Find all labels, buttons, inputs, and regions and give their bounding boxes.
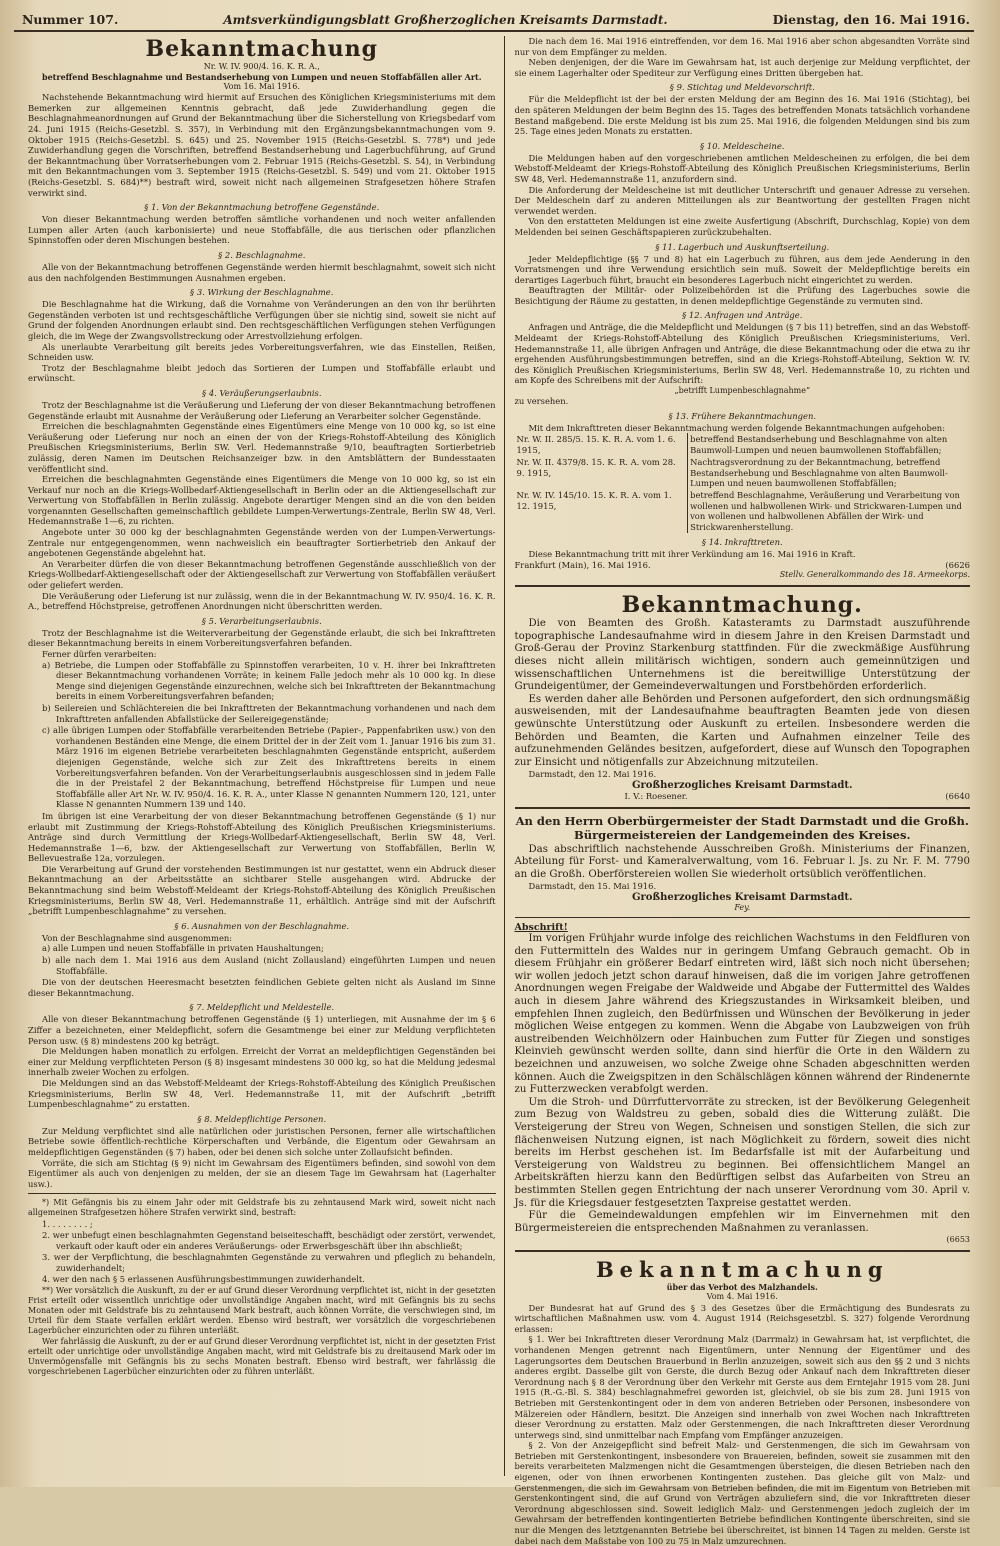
notice-paragraph: Es werden daher alle Behörden und Personen aufgefordert, den sich ordnungsmäßig ausweisenden, mit der Landesaufnahme beauftragten Beamten jede von diesen gewünschte Unterstützung oder Auskunft zu erteilen. Insbesondere werden die Behörden und Beamten, die Karten und Aufnahmen einzelner Teile des aufzunehmenden Geländes besitzen, aufgefordert, diese auf Wunsch den Topographen zur Einsicht und nötigenfalls zur Abzeichnung mitzuteilen.: [514, 693, 970, 768]
table-cell-ref: Nr. W. II. 4379/8. 15. K. R. A. vom 28. 9. 1915,: [515, 456, 688, 489]
section-paragraph: Anfragen und Anträge, die die Meldepflicht und Meldungen (§ 7 bis 11) betreffen, sind an das Webstoff-Meldeamt der Kriegs-Rohstoff-Abteilung des Königlich Preußischen Kriegsministeriums, Verl. Hedemannstraße 11, alle übrigen Anfragen und Anträge, die diese Bekanntmachung oder die etwa zu ihr ergehenden Ausführungsbestimmungen betreffen, sind an die Kriegs-Rohstoff-Abteilung, Sektion W. IV. des Königlich Preußischen Kriegsministeriums, Berlin SW 48, Verl. Hedemannstraße 10, zu richten und am Kopfe des Schreibens mit der Aufschrift:: [514, 322, 970, 386]
list-item: c) alle übrigen Lumpen oder Stoffabfälle verarbeitenden Betriebe (Papier-, Pappenfabriken usw.) von den vorhandenen Beständen eine Menge, die einem Drittel der in der Zeit vom 1. Januar 1916 bis zum 31. März 1916 im eigenen Betriebe verarbeiteten beschlagnahmten Gegenstände entspricht, außerdem diejenigen Gegenstände, welche sich zur Zeit des Inkrafttretens bereits in einem Vorbereitungsverfahren befanden. Von der Verarbeitungserlaubnis ausgeschlossen sind in jedem Falle die in der Preistafel 2 der Bekanntmachung, betreffend Höchstpreise für Lumpen und neue Stoffabfälle aller Art Nr. W. IV. 950/4. 16. K. R. A., unter Klasse N genannten Nummern 120, 121, unter Klasse N genannten Nummern 139 und 140.: [42, 725, 496, 810]
list-s6: [28, 943, 496, 976]
list-item: 4. wer den nach § 5 erlassenen Ausführungsbestimmungen zuwiderhandelt.: [42, 1274, 365, 1285]
section-heading: § 11. Lagerbuch und Auskunftserteilung.: [655, 241, 830, 252]
list-item: a) alle Lumpen und neuen Stoffabfälle in privaten Haushaltungen;: [42, 943, 324, 954]
section-paragraph: zu versehen.: [514, 396, 569, 407]
masthead: [14, 10, 974, 32]
section-paragraph: Von der Beschlagnahme sind ausgenommen:: [42, 932, 233, 943]
table-row: [515, 433, 971, 456]
footnote: Wer fahrlässig die Auskunft, zu der er auf Grund dieser Verordnung verpflichtet ist, nicht in der gesetzten Frist erteilt oder unrichtige oder unvollständige Angaben macht, wird mit Geldstrafe bis zu dreitausend Mark oder im Unvermögensfalle mit Gefängnis bis zu sechs Monaten bestraft. Ebenso wird bestraft, wer fahrlässig die vorgeschriebenen Lagerbücher einzurichten oder zu führen unterläßt.: [28, 1336, 496, 1376]
divider: [515, 1250, 971, 1252]
section-paragraph: Die von der deutschen Heeresmacht besetzten feindlichen Gebiete gelten nicht als Ausland im Sinne dieser Bekanntmachung.: [28, 977, 496, 998]
quote-line: „betrifft Lumpenbeschlagnahme“: [674, 386, 811, 396]
notice-subject: betreffend Beschlagnahme und Bestandserhebung von Lumpen und neuen Stoffabfällen aller Art.: [41, 72, 482, 83]
section-paragraph: Alle von der Bekanntmachung betroffenen Gegenstände werden hiermit beschlagnahmt, soweit sich nicht aus den nachfolgenden Bestimmungen Ausnahmen ergeben.: [28, 262, 496, 283]
footnote: *) Mit Gefängnis bis zu einem Jahr oder mit Geldstrafe bis zu zehntausend Mark wird, soweit nicht nach allgemeinen Strafgesetzen höhere Strafen verwirkt sind, bestraft:: [28, 1198, 496, 1218]
section-paragraph: Die Meldungen sind an das Webstoff-Meldeamt der Kriegs-Rohstoff-Abteilung des Königlich Preußischen Kriegsministeriums, Berlin SW 48, Verl. Hedemannstraße 11, mit der Aufschrift „betrifft Lumpenbeschlagnahme“ zu erstatten.: [28, 1077, 496, 1110]
signature: Stellv. Generalkommando des 18. Armeekorps.: [779, 570, 970, 580]
section-paragraph: Jeder Meldepflichtige (§§ 7 und 8) hat ein Lagerbuch zu führen, aus dem jede Aenderung in den Vorratsmengen und ihre Verwendung ersichtlich sein muß. Soweit der Meldepflichtige bereits ein derartiges Lagerbuch führt, braucht ein besonderes Lagerbuch nicht eingerichtet zu werden.: [514, 253, 970, 285]
section-paragraph: Neben denjenigen, der die Ware im Gewahrsam hat, ist auch derjenige zur Meldung verpflichtet, der sie einem Lagerhalter oder Spediteur zur Verfügung eines Dritten übergeben hat.: [514, 57, 970, 78]
section-heading: § 7. Meldepflicht und Meldestelle.: [189, 1002, 335, 1013]
notice-title-lumpen: Bekanntmachung: [145, 36, 379, 62]
notice-paragraph: Um die Stroh- und Dürrfuttervorräte zu strecken, ist der Bevölkerung Gelegenheit zum Bezug von Waldstreu zu geben, sobald dies die Witterung zuläßt. Die Versteigerung der Streu von Wegen, Schneisen und sonstigen Stellen, die sich zur flächenweisen Nutzung eignen, ist nach Möglichkeit zu fördern, soweit dies nicht bereits im Herbst geschehen ist. Im Bedarfsfalle ist mit der Aufarbeitung und Versteigerung von Waldstreu zu beginnen. Bei offensichtlichem Mangel an Arbeitskräften hierzu kann den Bedürftigen selbst das Aufarbeiten von Streu an bestimmten Stellen gegen Entrichtung der nach unserer Verordnung vom 30. April v. Js. für die Kriegsdauer festgesetzten Taxpreise gestattet werden.: [514, 1096, 970, 1209]
notice-subject: über das Verbot des Malzhandels.: [666, 1282, 818, 1293]
section-paragraph: Die Beschlagnahme hat die Wirkung, daß die Vornahme von Veränderungen an den von ihr berührten Gegenständen verboten ist und rechtsgeschäftliche Verfügungen über sie nichtig sind, soweit sie nicht auf Grund der folgenden Anordnungen erlaubt sind. Den rechtsgeschäftlichen Verfügungen stehen Verfügungen gleich, die im Wege der Zwangsvollstreckung oder Arrestvollziehung erfolgen.: [28, 299, 496, 341]
signature-authority: Großherzogliches Kreisamt Darmstadt.: [632, 891, 853, 903]
signature-line: [515, 791, 971, 802]
table-cell-desc: Nachtragsverordnung zu der Bekanntmachung, betreffend Bestandserhebung und Beschlagnahme von alten Baumwoll-Lumpen und neuen baumwollenen Stoffabfällen;: [690, 457, 948, 488]
notice-title-oberbuergermeister: An den Herrn Oberbürgermeister der Stadt Darmstadt und die Großh. Bürgermeistereien der Landgemeinden des Kreises.: [515, 813, 969, 842]
list-s5: [28, 660, 496, 810]
section-paragraph: Von den erstatteten Meldungen ist eine zweite Ausfertigung (Abschrift, Durchschlag, Kopie) von dem Meldenden bei seinen Geschäftspapieren zurückzubehalten.: [514, 216, 970, 237]
section-paragraph: Die nach dem 16. Mai 1916 eintreffenden, vor dem 16. Mai 1916 aber schon abgesandten Vorräte sind nur von dem Empfänger zu melden.: [514, 36, 970, 57]
intro-paragraph: Nachstehende Bekanntmachung wird hiermit auf Ersuchen des Königlichen Kriegsministeriums mit dem Bemerken zur allgemeinen Kenntnis gebracht, daß jede Zuwiderhandlung gegen die Beschlagnahmeanordnungen auf Grund der Bekanntmachung über die Sicherstellung von Kriegsbedarf vom 24. Juni 1915 (Reichs-Gesetzbl. S. 357), in Verbindung mit den Ergänzungsbekanntmachungen vom 9. Oktober 1915 (Reichs-Gesetzbl. S. 645) und 25. November 1915 (Reichs-Gesetzbl. S. 778*) und jede Zuwiderhandlung gegen die Vorschriften, betreffend Bestandserhebung und Lagerbuchführung, auf Grund der Bekanntmachung über Vorratserhebungen vom 2. Februar 1915 (Reichs-Gesetzbl. S. 54), in Verbindung mit den Bekanntmachungen vom 3. September 1915 (Reichs-Gesetzbl. S. 549) und vom 21. Oktober 1915 (Reichs-Gesetzbl. S. 684)**) bestraft wird, soweit nicht nach allgemeinen Strafgesetzen höhere Strafen verwirkt sind.: [28, 92, 496, 198]
issue-number: Nummer 107.: [22, 12, 119, 27]
section-heading: § 14. Inkrafttreten.: [701, 536, 783, 547]
table-cell-desc: betreffend Bestandserhebung und Beschlagnahme von alten Baumwoll-Lumpen und neuen baumwollenen Stoffabfällen;: [690, 434, 948, 455]
list-item: 2. wer unbefugt einen beschlagnahmten Gegenstand beiseiteschafft, beschädigt oder zerstört, verwendet, verkauft oder kauft oder ein anderes Veräußerungs- oder Erwerbsgeschäft über ihn abschließt;: [42, 1230, 496, 1251]
issue-date: Dienstag, den 16. Mai 1916.: [772, 12, 970, 27]
columns: [14, 36, 974, 1546]
right-column: [505, 36, 975, 1546]
notice-paragraph: Der Bundesrat hat auf Grund des § 3 des Gesetzes über die Ermächtigung des Bundesrats zu wirtschaftlichen Maßnahmen usw. vom 4. August 1914 (Reichsgesetzbl. S. 327) folgende Verordnung erlassen:: [514, 1302, 970, 1334]
section-paragraph: Die Anforderung der Meldescheine ist mit deutlicher Unterschrift und genauer Adresse zu versehen. Der Meldeschein darf zu anderen Mitteilungen als zur Beantwortung der gestellten Fragen nicht verwendet werden.: [514, 184, 970, 216]
section-paragraph: Erreichen die beschlagnahmten Gegenstände eines Eigentümers eine Menge von 10 000 kg, so ist eine Veräußerung oder Lieferung nur noch an einen der von der Kriegs-Rohstoff-Abteilung des Königlich Preußischen Kriegsministeriums, Berlin SW. Verl. Hedemannstraße 9/10, beauftragten Sortierbetrieb zulässig, deren Namen im Deutschen Reichsanzeiger bzw. in den Amtsblättern der Bundesstaaten veröffentlicht sind.: [28, 421, 496, 474]
section-heading: § 4. Veräußerungserlaubnis.: [201, 387, 322, 398]
section-paragraph: Trotz der Beschlagnahme ist die Weiterverarbeitung der Gegenstände erlaubt, die sich bei Inkrafttreten dieser Bekanntmachung bereits in einem Vorbereitungsverfahren befanden.: [28, 627, 496, 649]
notice-date: Darmstadt, den 12. Mai 1916.: [528, 769, 657, 780]
divider: [28, 1193, 496, 1194]
table-row: [515, 489, 971, 533]
signature-line: [515, 560, 971, 571]
signature-name: I. V.: Roesener.: [624, 790, 688, 801]
abschrift-label: Abschrift!: [514, 922, 568, 934]
footnote-list: [28, 1219, 496, 1286]
table-cell-ref: Nr. W. II. 285/5. 15. K. R. A. vom 1. 6. 1915,: [515, 433, 688, 456]
footnote: **) Wer vorsätzlich die Auskunft, zu der er auf Grund dieser Verordnung verpflichtet ist, nicht in der gesetzten Frist erteilt oder wissentlich unrichtige oder unvollständige Angaben macht, wird mit Gefängnis bis zu sechs Monaten oder mit Geldstrafe bis zu zehntausend Mark bestraft, auch können Vorräte, die verschwiegen sind, im Urteil für dem Staate verfallen erklärt werden. Ebenso wird bestraft, wer vorsätzlich die vorgeschriebenen Lagerbücher einzurichten oder zu führen unterläßt.: [28, 1286, 496, 1336]
publication-title: Amtsverkündigungsblatt Großherzoglichen Kreisamts Darmstadt.: [223, 13, 668, 27]
notice-paragraph: Die von Beamten des Großh. Katasteramts zu Darmstadt auszuführende topographische Landesaufnahme wird in diesem Jahre in den Kreisen Darmstadt und Groß-Gerau der Provinz Starkenburg stattfinden. Für die zweckmäßige Ausführung dieses nicht allein militärisch wichtigen, sondern auch gemeinnützigen und wissenschaftlichen Unternehmens ist die bereitwillige Unterstützung der Grundeigentümer, der Gemeindeverwaltungen und Forstbehörden erforderlich.: [514, 618, 970, 693]
signature-name: Fey.: [734, 902, 751, 912]
notice-paragraph: § 2. Von der Anzeigepflicht sind befreit Malz- und Gerstenmengen, die sich im Gewahrsam von Betrieben mit Gerstenkontingent, insbesondere von Brauereien, befinden, soweit sie zusammen mit den bereits verarbeiteten Malzmengen nicht die Gesamtmengen übersteigen, die diesen Betrieben nach den eigenen, oder von ihnen erworbenen Kontingenten zustehen. Das gleiche gilt von Malz- und Gerstenmengen, die sich im Gewahrsam von Betrieben befinden, die mit im Eigentum von Betrieben mit Gerstenkontingent sind, die auf Grund von Verträgen abzuliefern sind, die vor Inkrafttreten dieser Verordnung abgeschlossen sind. Soweit lediglich Malz- und Gerstenmengen jedoch zugleich der im Gewahrsam der betreffenden kontingentierten Betriebe befindlichen Kontingente überschreiten, sind sie nur die Mengen des letztgenannten Betriebe bei überschreitet, ist binnen 14 Tagen zu melden. Gerste ist dabei nach dem Maßstabe von 100 zu 75 in Malz umzurechnen.: [514, 1440, 970, 1546]
section-heading: § 10. Meldescheine.: [700, 140, 785, 151]
section-paragraph: Die Veräußerung oder Lieferung ist nur zulässig, wenn die in der Bekanntmachung W. IV. 950/4. 16. K. R. A., betreffend Höchstpreise, getroffenen Anordnungen nicht überschritten werden.: [28, 590, 496, 612]
divider: [515, 917, 971, 918]
section-paragraph: Zur Meldung verpflichtet sind alle natürlichen oder juristischen Personen, ferner alle wirtschaftlichen Betriebe sowie öffentlich-rechtliche Körperschaften und Verbände, die Eigentum oder Gewahrsam an meldepflichtigen Gegenständen (§ 7) haben, oder bei denen sich solche unter Zollaufsicht befinden.: [28, 1125, 496, 1157]
left-column: [14, 36, 504, 1476]
section-paragraph: Angebote unter 30 000 kg der beschlagnahmten Gegenstände werden von der Lumpen-Verwertungs-Zentrale nur entgegengenommen, wenn nachweislich ein beauftragter Sortierbetrieb den Ankauf der angebotenen Gegenstände abgelehnt hat.: [28, 527, 496, 559]
section-paragraph: Die Meldungen haben auf den vorgeschriebenen amtlichen Meldescheinen zu erfolgen, die bei dem Webstoff-Meldeamt der Kriegs-Rohstoff-Abteilung des Königlich Preußischen Kriegsministeriums, Berlin SW 48, Verl. Hedemannstraße 11, anzufordern sind.: [514, 152, 970, 184]
section-paragraph: Alle von dieser Bekanntmachung betroffenen Gegenstände (§ 1) unterliegen, mit Ausnahme der im § 6 Ziffer a bezeichneten, einer Meldepflicht, sofern die Gesamtmenge bei einer zur Meldung verpflichteten Person usw. (§ 8) mindestens 200 kg beträgt.: [28, 1014, 496, 1046]
notice-paragraph: § 1. Wer bei Inkrafttreten dieser Verordnung Malz (Darrmalz) in Gewahrsam hat, ist verpflichtet, die vorhandenen Mengen getrennt nach Eigentümern, unter Nennung der Eigentümer und des Lagerungsortes dem Deutschen Brauerbund in Berlin anzuzeigen, soweit sich aus den §§ 2 und 3 nichts anderes ergibt. Dasselbe gilt von Gerste, die durch Bezug oder Ankauf nach dem Inkrafttreten dieser Verordnung nach § 8 der Verordnung über den Verkehr mit Gerste aus dem Erntejahr 1915 vom 28. Juni 1915 (R.-G.-Bl. S. 384) beschlagnahmefrei geworden ist, gleichviel, ob sie bis zum 28. Juni 1915 von Betrieben mit Gerstenkontingent oder in dem von anderen Betrieben oder Personen, insbesondere von Mälzereien oder Händlern, besitzt. Die Anzeigen sind innerhalb von zwei Wochen nach Inkrafttreten dieser Verordnung zu erstatten. Malz oder Gerstenmengen, die nach Inkrafttreten dieser Verordnung unterwegs sind, sind unmittelbar nach Empfang vom Empfänger anzuzeigen.: [514, 1334, 970, 1440]
section-paragraph: Trotz der Beschlagnahme bleibt jedoch das Sortieren der Lumpen und Stoffabfälle erlaubt und erwünscht.: [28, 362, 496, 384]
section-paragraph: Trotz der Beschlagnahme ist die Veräußerung und Lieferung der von dieser Bekanntmachung betroffenen Gegenstände erlaubt mit Ausnahme der Veräußerung oder Lieferung an Verarbeiter solcher Gegenstände.: [28, 399, 496, 421]
place-date: Frankfurt (Main), 16. Mai 1916.: [514, 559, 651, 570]
notice-date: Vom 4. Mai 1916.: [706, 1292, 778, 1302]
section-paragraph: Die Verarbeitung auf Grund der vorstehenden Bestimmungen ist nur gestattet, wenn ein Abdruck dieser Bekanntmachung an der Arbeitsstätte an sichtbarer Stelle ausgehangen wird. Abdrucke der Bekanntmachung sind beim Webstoff-Meldeamt der Kriegs-Rohstoff-Abteilung des Königlich Preußischen Kriegsministeriums, Berlin SW 48, Verl. Hedemannstraße 11, erhältlich. Anträge sind mit der Aufschrift „betrifft Lumpenbeschlagnahme“ zu versehen.: [28, 863, 496, 917]
section-heading: § 5. Verarbeitungserlaubnis.: [201, 615, 322, 626]
section-heading: § 12. Anfragen und Anträge.: [682, 310, 803, 321]
section-paragraph: Ferner dürfen verarbeiten:: [42, 649, 157, 659]
table-cell-ref: Nr. W. IV. 145/10. 15. K. R. A. vom 1. 12. 1915,: [515, 489, 688, 533]
notice-number: (6640: [945, 790, 970, 801]
signature-authority: Großherzogliches Kreisamt Darmstadt.: [632, 779, 853, 791]
section-paragraph: Beauftragten der Militär- oder Polizeibehörden ist die Prüfung des Lagerbuches sowie die Besichtigung der Räume zu gestatten, in denen meldepflichtige Gegenstände zu vermuten sind.: [514, 285, 970, 306]
list-item: b) Seilereien und Schlächtereien die bei Inkrafttreten der Bekanntmachung vorhandenen und nach dem Inkrafttreten anfallenden Abfallstücke der Seilereigegenstände;: [42, 702, 496, 724]
divider: [515, 585, 971, 587]
section-paragraph: Diese Bekanntmachung tritt mit ihrer Verkündung am 16. Mai 1916 in Kraft.: [528, 548, 856, 559]
section-paragraph: Von dieser Bekanntmachung werden betroffen sämtliche vorhandenen und noch weiter anfallenden Lumpen aller Arten (auch karbonisierte) und neue Stoffabfälle, die aus tierischen oder pflanzlichen Spinnstoffen oder deren Mischungen bestehen.: [28, 214, 496, 246]
notice-number: (6626: [945, 559, 970, 570]
notice-paragraph: Für die Gemeindewaldungen empfehlen wir im Einvernehmen mit den Bürgermeistereien die entsprechenden Maßnahmen zu veranlassen.: [514, 1210, 970, 1234]
section-heading: § 6. Ausnahmen von der Beschlagnahme.: [174, 920, 350, 931]
section-heading: § 13. Frühere Bekanntmachungen.: [668, 410, 817, 421]
section-paragraph: Erreichen die beschlagnahmten Gegenstände eines Eigentümers die Menge von 10 000 kg, so ist ein Verkauf nur noch an die Kriegs-Wollbedarf-Aktiengesellschaft in Berlin oder an die Aktiengesellschaft zur Verwertung von Stoffabfällen in Berlin zulässig. Angebote derartiger Mengen sind an die von den beiden vorgenannten Gesellschaften gemeinschaftlich gebildete Lumpen-Verwertungs-Zentrale, Berlin SW 48, Verl. Hedemannstraße 1—6, zu richten.: [28, 474, 496, 527]
list-item: 3. wer der Verpflichtung, die beschlagnahmten Gegenstände zu verwahren und pfleglich zu behandeln, zuwiderhandelt;: [42, 1252, 496, 1273]
section-paragraph: Mit dem Inkrafttreten dieser Bekanntmachung werden folgende Bekanntmachungen aufgehoben:: [528, 422, 946, 433]
section-heading: § 3. Wirkung der Beschlagnahme.: [190, 287, 334, 298]
section-paragraph: Für die Meldepflicht ist der bei der ersten Meldung der am Beginn des 16. Mai 1916 (Stichtag), bei den späteren Meldungen der beim Beginn des 15. Tages des betreffenden Monats tatsächlich vorhandene Bestand maßgebend. Die erste Meldung ist bis zum 25. Mai 1916, die folgenden Meldungen sind bis zum 25. Tage eines jeden Monats zu erstatten.: [514, 94, 970, 137]
section-heading: § 9. Stichtag und Meldevorschrift.: [669, 82, 815, 93]
notice-ref: Nr. W. IV. 900/4. 16. K. R. A.,: [203, 62, 320, 71]
notice-date: Darmstadt, den 15. Mai 1916.: [528, 881, 657, 892]
section-heading: § 8. Meldepflichtige Personen.: [197, 1113, 327, 1124]
section-heading: § 2. Beschlagnahme.: [218, 250, 306, 260]
notice-paragraph: Das abschriftlich nachstehende Ausschreiben Großh. Ministeriums der Finanzen, Abteilung für Forst- und Kameralverwaltung, vom 16. Februar l. Js. zu Nr. F. M. 7790 an die Großh. Oberförstereien wollen Sie wiederholt ortsüblich veröffentlichen.: [514, 843, 970, 880]
section-paragraph: Vorräte, die sich am Stichtag (§ 9) nicht im Gewahrsam des Eigentümers befinden, sind sowohl von dem Eigentümer als auch von denjenigen zu melden, der sie an diesem Tage im Gewahrsam hat (Lagerhalter usw.).: [28, 1157, 496, 1189]
table-row: [515, 456, 971, 489]
notice-paragraph: Im vorigen Frühjahr wurde infolge des reichlichen Wachstums in den Feldfluren von den Futtermitteln des Waldes nur in geringem Umfang Gebrauch gemacht. Ob in diesem Frühjahr ein größerer Bedarf eintreten wird, läßt sich noch nicht übersehen; wir wollen jedoch jetzt schon darauf hinweisen, daß die im vorigen Jahre getroffenen Anordnungen wegen Freigabe der Waldweide und Abgabe der Futtermittel des Waldes auch in diesem Jahre während des Kriegszustandes in Wirksamkeit bleiben, und empfehlen Ihnen zugleich, den Bedürfnissen und Wünschen der Bevölkerung in jeder möglichen Weise entgegen zu kommen. Wenn die Abgabe von Laubzweigen von früh austreibenden Weichhölzern oder Hainbuchen zum Futter für Ziegen und sonstiges Kleinvieh gewünscht werden sollte, dann sind hierfür die Orte in den Wäldern zu bezeichnen und anzuweisen, wo solche Zweige ohne Schaden abgeschnitten werden können. Auch die Zweigspitzen in den Schälschlägen können während der Rindenernte zu Futterzwecken verabfolgt werden.: [514, 933, 970, 1096]
table-cell-desc: betreffend Beschlagnahme, Veräußerung und Verarbeitung von wollenen und halbwollenen Wirk- und Strickwaren-Lumpen und von wollenen und halbwollenen Abfällen der Wirk- und Strickwarenherstellung.: [690, 490, 962, 532]
list-item: a) Betriebe, die Lumpen oder Stoffabfälle zu Spinnstoffen verarbeiten, 10 v. H. ihrer bei Inkrafttreten dieser Bekanntmachung vorhandenen Vorräte; in keinem Falle jedoch mehr als 10 000 kg. In diese Menge sind diejenigen Gegenstände einzurechnen, welche sich bei Inkrafttreten der Bekanntmachung bereits in einem Vorbereitungsverfahren befanden;: [42, 659, 496, 702]
list-item: 1. . . . . . . . ;: [42, 1218, 93, 1229]
notice-number: (6653: [946, 1235, 970, 1245]
notice-title-malzhandel: Bekanntmachung: [595, 1257, 889, 1283]
notice-date: Vom 16. Mai 1916.: [223, 82, 300, 92]
section-paragraph: Die Meldungen haben monatlich zu erfolgen. Erreicht der Vorrat an meldepflichtigen Gegenständen bei einer zur Meldung verpflichteten Person (§ 8) insgesamt mindestens 30 000 kg, so hat die Meldung jedesmal innerhalb zweier Wochen zu erfolgen.: [28, 1046, 496, 1078]
notice-title-landesaufnahme: Bekanntmachung.: [621, 592, 863, 619]
section-paragraph: Im übrigen ist eine Verarbeitung der von dieser Bekanntmachung betroffenen Gegenstände (§ 1) nur erlaubt mit Zustimmung der Kriegs-Rohstoff-Abteilung des Königlich Preußischen Kriegsministeriums. Anträge sind durch Vermittlung der Kriegs-Wollbedarf-Aktiengesellschaft, Berlin SW 48, Verl. Hedemannstraße 1—6, bzw. der Aktiengesellschaft zur Verwertung von Stoffabfällen, Berlin W, Bellevuestraße 12a, vorzulegen.: [28, 810, 496, 864]
section-heading: § 1. Von der Bekanntmachung betroffene Gegenstände.: [144, 202, 380, 213]
section-paragraph: Als unerlaubte Verarbeitung gilt bereits jedes Vorbereitungsverfahren, wie das Einstellen, Reißen, Schneiden usw.: [28, 341, 496, 363]
section-paragraph: An Verarbeiter dürfen die von dieser Bekanntmachung betroffenen Gegenstände ausschließlich von der Kriegs-Wollbedarf-Aktiengesellschaft oder der Aktiengesellschaft zur Verwertung von Stoffabfällen veräußert oder geliefert werden.: [28, 558, 496, 591]
repealed-notices-table: [515, 433, 971, 533]
list-item: b) alle nach dem 1. Mai 1916 aus dem Ausland (nicht Zollausland) eingeführten Lumpen und neuen Stoffabfälle.: [42, 955, 496, 976]
divider: [515, 807, 971, 809]
